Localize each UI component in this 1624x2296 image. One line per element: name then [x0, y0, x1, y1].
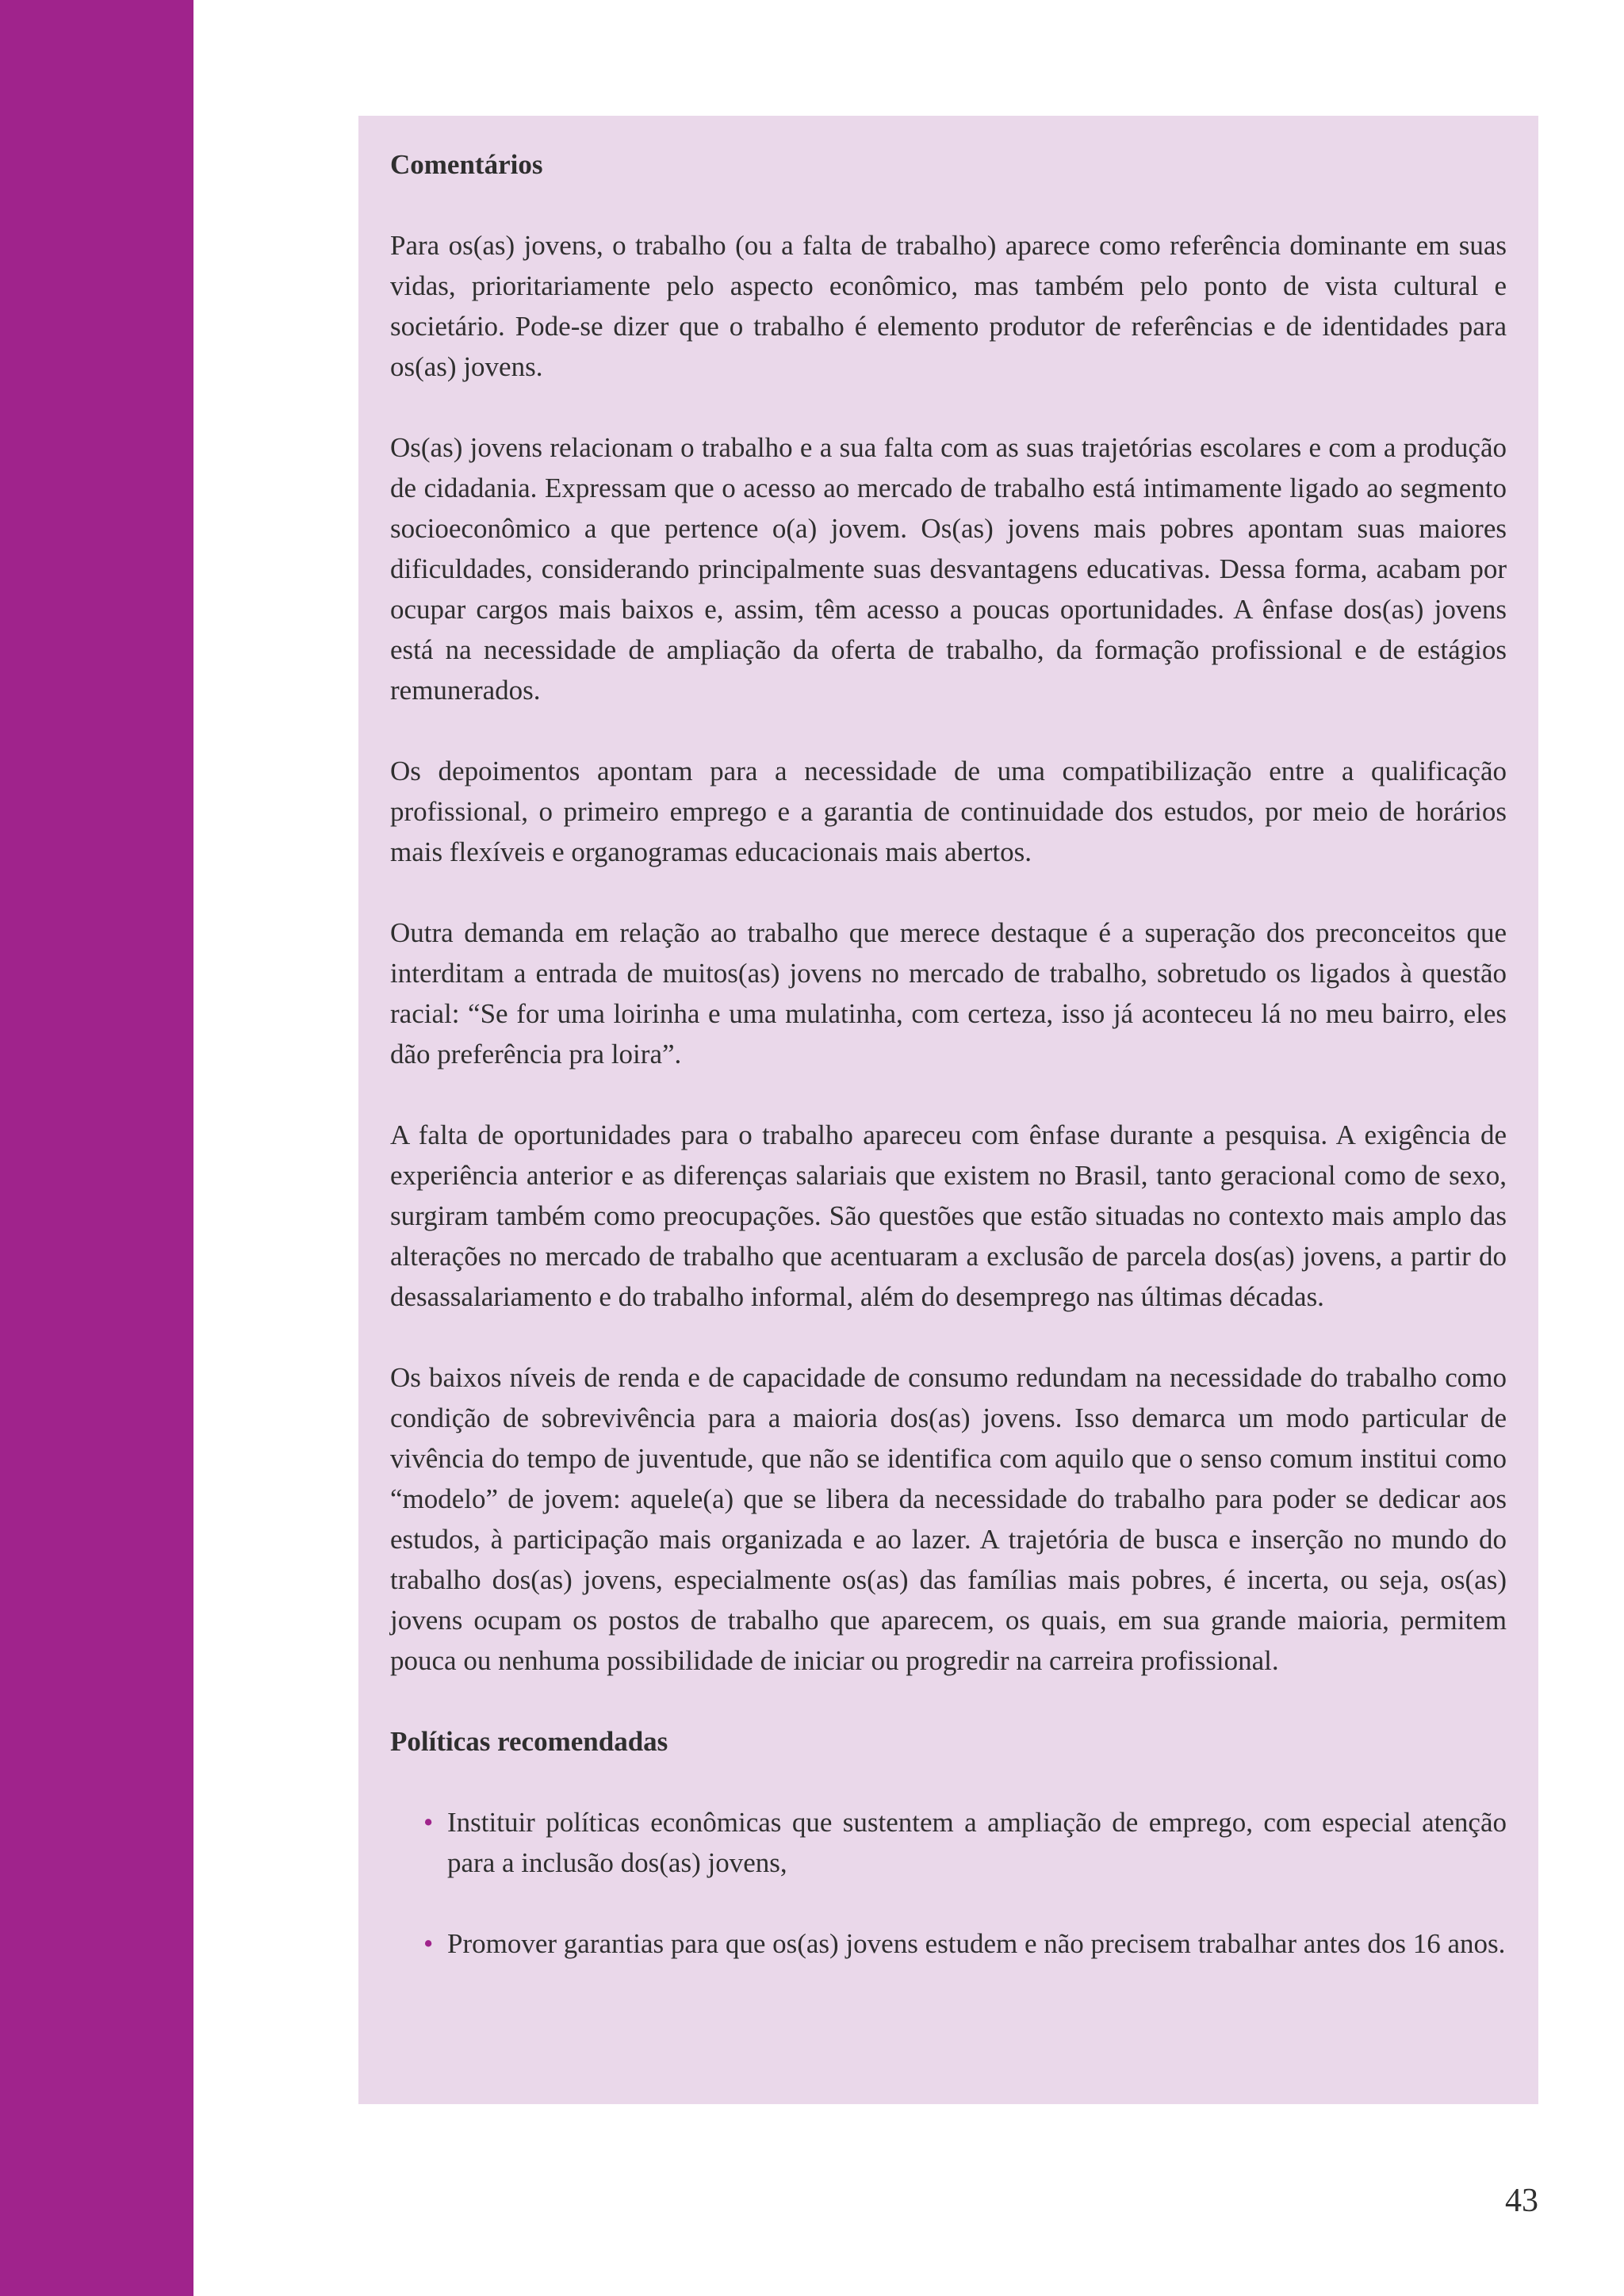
comments-panel — [358, 116, 1538, 2104]
policy-item-text: Promover garantias para que os(as) jovens estudem e não precisem trabalhar antes dos 16 anos. — [447, 1928, 1506, 1959]
policy-item-text: Instituir políticas econômicas que sustentem a ampliação de emprego, com especial atenção para a inclusão dos(as) jovens, — [447, 1807, 1507, 1878]
policies-list — [390, 1802, 1507, 1964]
comments-paragraph-3: Os depoimentos apontam para a necessidade de uma compatibilização entre a qualificação profissional, o primeiro emprego e a garantia de continuidade dos estudos, por meio de horários mais flexíveis e organogramas educacionais mais abertos. — [390, 756, 1507, 867]
comments-paragraph-5: A falta de oportunidades para o trabalho apareceu com ênfase durante a pesquisa. A exigência de experiência anterior e as diferenças salariais que existem no Brasil, tanto geracional como de sexo, surgiram também como preocupações. São questões que estão situadas no contexto mais amplo das alterações no mercado de trabalho que acentuaram a exclusão de parcela dos(as) jovens, a partir do desassalariamento e do trabalho informal, além do desemprego nas últimas décadas. — [390, 1119, 1507, 1312]
comments-paragraph-2: Os(as) jovens relacionam o trabalho e a sua falta com as suas trajetórias escolares e com a produção de cidadania. Expressam que o acesso ao mercado de trabalho está intimamente ligado ao segmento socioeconômico a que pertence o(a) jovem. Os(as) jovens mais pobres apontam suas maiores dificuldades, considerando principalmente suas desvantagens educativas. Dessa forma, acabam por ocupar cargos mais baixos e, assim, têm acesso a poucas oportunidades. A ênfase dos(as) jovens está na necessidade de ampliação da oferta de trabalho, da formação profissional e de estágios remunerados. — [390, 432, 1507, 706]
comments-heading: Comentários — [390, 149, 543, 180]
policy-item — [390, 1802, 1507, 1883]
bullet-icon: • — [423, 1928, 434, 1959]
comments-paragraph-6: Os baixos níveis de renda e de capacidade de consumo redundam na necessidade do trabalho como condição de sobrevivência para a maioria dos(as) jovens. Isso demarca um modo particular de vivência do tempo de juventude, que não se identifica com aquilo que o senso comum institui como “modelo” de jovem: aquele(a) que se libera da necessidade do trabalho para poder se dedicar aos estudos, à participação mais organizada e ao lazer. A trajetória de busca e inserção no mundo do trabalho dos(as) jovens, especialmente os(as) das famílias mais pobres, é incerta, ou seja, os(as) jovens ocupam os postos de trabalho que aparecem, os quais, em sua grande maioria, permitem pouca ou nenhuma possibilidade de iniciar ou progredir na carreira profissional. — [390, 1362, 1507, 1676]
bullet-icon: • — [423, 1807, 434, 1838]
comments-paragraph-4: Outra demanda em relação ao trabalho que merece destaque é a superação dos preconceitos que interditam a entrada de muitos(as) jovens no mercado de trabalho, sobretudo os ligados à questão racial: “Se for uma loirinha e uma mulatinha, com certeza, isso já aconteceu lá no meu bairro, eles dão preferência pra loira”. — [390, 917, 1507, 1070]
comments-paragraph-1: Para os(as) jovens, o trabalho (ou a falta de trabalho) aparece como referência dominante em suas vidas, prioritariamente pelo aspecto econômico, mas também pelo ponto de vista cultural e societário. Pode-se dizer que o trabalho é elemento produtor de referências e de identidades para os(as) jovens. — [390, 230, 1507, 382]
page-number: 43 — [1505, 2183, 1538, 2219]
policies-heading: Políticas recomendadas — [390, 1726, 668, 1757]
policy-item — [390, 1923, 1507, 1964]
side-color-bar — [0, 0, 193, 2296]
